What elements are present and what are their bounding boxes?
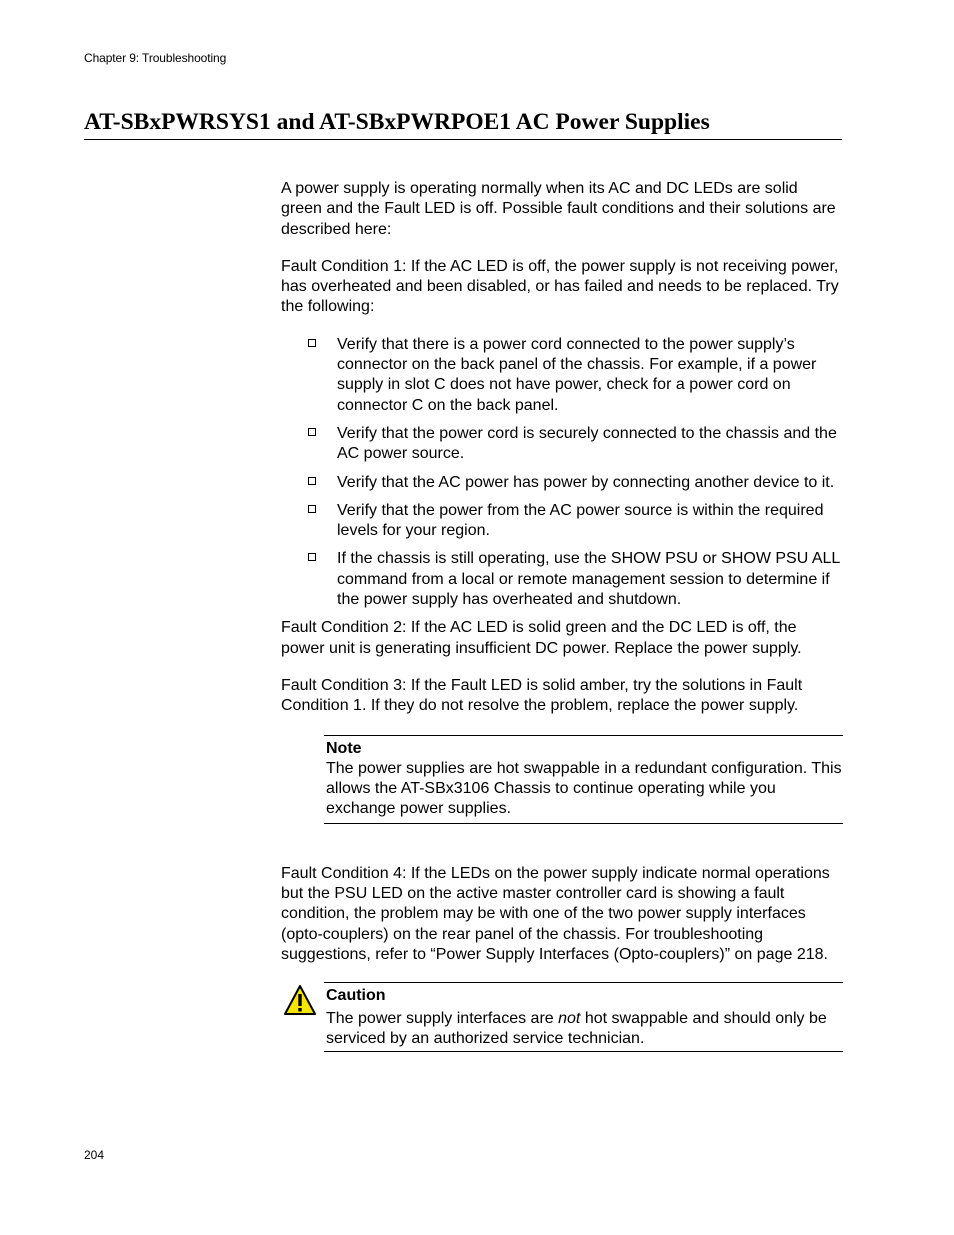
fault-condition-3: Fault Condition 3: If the Fault LED is solid amber, try the solutions in Fault Condition 1. If they do not resolve the problem, replace the power supply. bbox=[281, 676, 803, 715]
checkbox-bullet-icon bbox=[308, 339, 316, 347]
caution-text: The power supply interfaces are not hot swappable and should only be serviced by an authorized service technician. bbox=[326, 1009, 827, 1047]
caution-section bbox=[281, 982, 843, 1052]
checkbox-bullet-icon bbox=[308, 505, 316, 513]
list-item: Verify that the AC power has power by connecting another device to it. bbox=[337, 473, 843, 493]
intro-paragraph: A power supply is operating normally when its AC and DC LEDs are solid green and the Fault LED is off. Possible fault conditions and their solutions are described here: bbox=[281, 180, 836, 238]
warning-triangle-icon bbox=[283, 984, 317, 1016]
list-item: Verify that the power cord is securely connected to the chassis and the AC power source. bbox=[337, 424, 843, 465]
note-label: Note bbox=[326, 739, 362, 757]
checkbox-bullet-icon bbox=[308, 428, 316, 436]
list-item: If the chassis is still operating, use the SHOW PSU or SHOW PSU ALL command from a local or remote management session to determine if the power supply has overheated and shutdown. bbox=[337, 549, 843, 610]
note-text: The power supplies are hot swappable in a redundant configuration. This allows the AT-SBx3106 Chassis to continue operating while you exchange power supplies. bbox=[326, 759, 842, 818]
fault-condition-2: Fault Condition 2: If the AC LED is solid green and the DC LED is off, the power unit is generating insufficient DC power. Replace the power supply. bbox=[281, 619, 802, 657]
caution-box bbox=[324, 982, 843, 1052]
body-content bbox=[281, 179, 843, 1052]
section-title: AT-SBxPWRSYS1 and AT-SBxPWRPOE1 AC Power Supplies bbox=[84, 107, 842, 140]
list-item: Verify that there is a power cord connected to the power supply’s connector on the back panel of the chassis. For example, if a power supply in slot C does not have power, check for a power cord on connector C on the back panel. bbox=[337, 335, 843, 416]
list-item: Verify that the power from the AC power source is within the required levels for your region. bbox=[337, 501, 843, 542]
checkbox-bullet-icon bbox=[308, 477, 316, 485]
checkbox-bullet-icon bbox=[308, 553, 316, 561]
caution-label: Caution bbox=[326, 987, 386, 1005]
fault-condition-1: Fault Condition 1: If the AC LED is off, the power supply is not receiving power, has overheated and been disabled, or has failed and needs to be replaced. Try the following: bbox=[281, 257, 839, 316]
note-box bbox=[324, 735, 843, 824]
running-head: Chapter 9: Troubleshooting bbox=[84, 51, 227, 65]
fault-1-step-list bbox=[281, 335, 843, 611]
page-number: 204 bbox=[84, 1148, 105, 1162]
fault-condition-4: Fault Condition 4: If the LEDs on the power supply indicate normal operations but the PSU LED on the active master controller card is showing a fault condition, the problem may be with one of the two power supply interfaces (opto-couplers) on the rear panel of the chassis. For troubleshooting suggestions, refer to “Power Supply Interfaces (Opto-couplers)” on page 218. bbox=[281, 864, 830, 963]
